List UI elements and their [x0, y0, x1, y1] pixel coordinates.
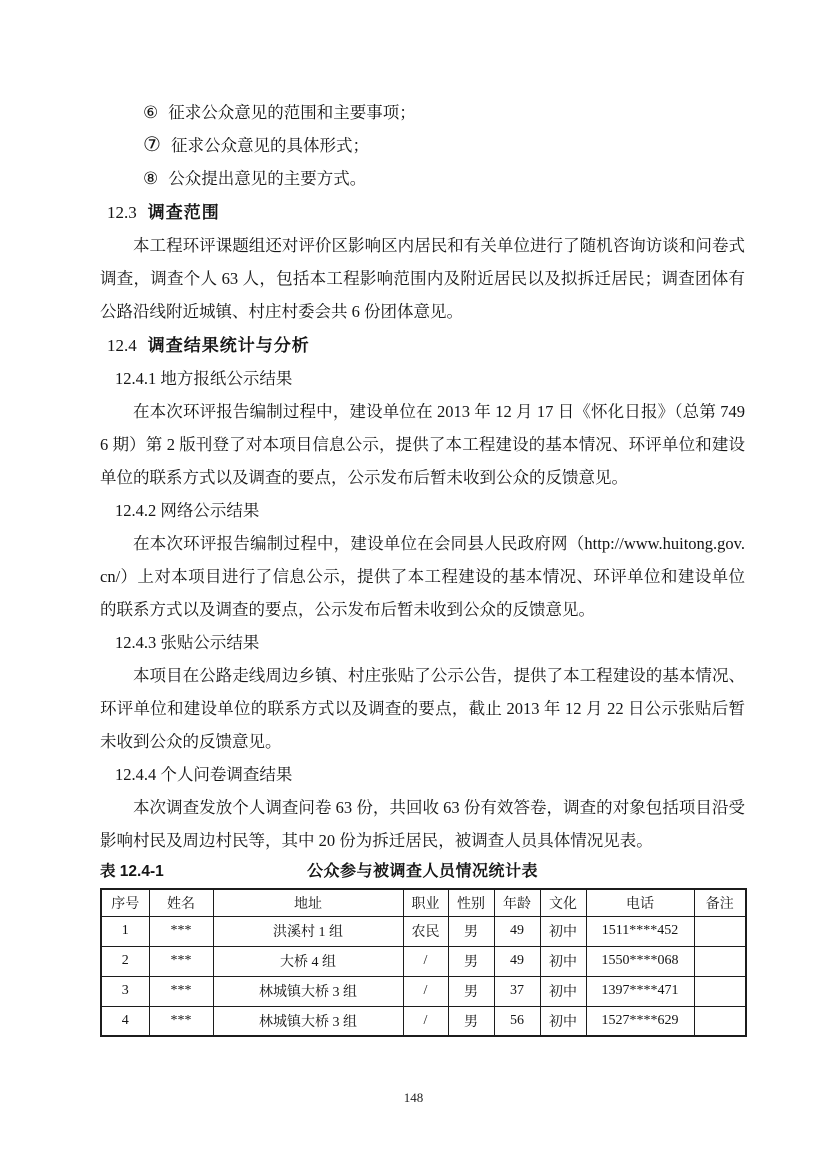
section-heading-12-4	[100, 329, 745, 362]
table-row	[101, 976, 746, 1006]
cell-index: 3	[101, 976, 149, 1006]
cell-occupation: /	[403, 1006, 448, 1036]
circled-8-marker: ⑧	[143, 169, 159, 188]
paragraph-12-4-1: 在本次环评报告编制过程中，建设单位在 2013 年 12 月 17 日《怀化日报》（总第 7496 期）第 2 版刊登了对本项目信息公示，提供了本工程建设的基本情况、环评单位和建设单位的联系方式以及调查的要点，公示发布后暂未收到公众的反馈意见。	[100, 402, 745, 487]
circled-number-list	[100, 96, 745, 195]
cell-index: 4	[101, 1006, 149, 1036]
cell-name: ***	[149, 916, 213, 946]
cell-phone: 1550****068	[586, 946, 694, 976]
cell-occupation: /	[403, 976, 448, 1006]
cell-address: 林城镇大桥 3 组	[213, 1006, 403, 1036]
cell-index: 2	[101, 946, 149, 976]
list-item-7	[100, 129, 745, 162]
cell-address: 洪溪村 1 组	[213, 916, 403, 946]
cell-age: 49	[494, 916, 540, 946]
cell-phone: 1527****629	[586, 1006, 694, 1036]
paragraph-12-4-3: 本项目在公路走线周边乡镇、村庄张贴了公示公告，提供了本工程建设的基本情况、环评单位和建设单位的联系方式以及调查的要点，截止 2013 年 12 月 22 日公示张贴后暂未收到公众的反馈意见。	[100, 666, 745, 751]
paragraph-12-3: 本工程环评课题组还对评价区影响区内居民和有关单位进行了随机咨询访谈和问卷式调查，调查个人 63 人，包括本工程影响范围内及附近居民以及拟拆迁居民；调查团体有公路沿线附近城镇、村庄村委会共 6 份团体意见。	[100, 236, 745, 321]
cell-age: 37	[494, 976, 540, 1006]
cell-address: 大桥 4 组	[213, 946, 403, 976]
table-caption	[100, 858, 745, 886]
subsection-heading-12-4-2: 12.4.2 网络公示结果	[115, 501, 260, 520]
subsection-heading-12-4-3: 12.4.3 张贴公示结果	[115, 633, 260, 652]
col-header-phone: 电话	[586, 889, 694, 916]
survey-respondents-table	[100, 888, 747, 1037]
col-header-gender: 性别	[448, 889, 494, 916]
cell-education: 初中	[540, 946, 586, 976]
circled-6-marker: ⑥	[143, 103, 159, 122]
cell-gender: 男	[448, 916, 494, 946]
cell-gender: 男	[448, 946, 494, 976]
cell-gender: 男	[448, 976, 494, 1006]
col-header-index: 序号	[101, 889, 149, 916]
list-item-8	[100, 162, 745, 195]
subsection-heading-12-4-1: 12.4.1 地方报纸公示结果	[115, 369, 293, 388]
cell-address: 林城镇大桥 3 组	[213, 976, 403, 1006]
cell-occupation: 农民	[403, 916, 448, 946]
cell-index: 1	[101, 916, 149, 946]
cell-name: ***	[149, 1006, 213, 1036]
col-header-education: 文化	[540, 889, 586, 916]
paragraph-12-4-4: 本次调查发放个人调查问卷 63 份，共回收 63 份有效答卷，调查的对象包括项目沿受影响村民及周边村民等，其中 20 份为拆迁居民，被调查人员具体情况见表。	[100, 798, 745, 850]
table-row	[101, 946, 746, 976]
cell-age: 49	[494, 946, 540, 976]
col-header-occupation: 职业	[403, 889, 448, 916]
col-header-remark: 备注	[694, 889, 746, 916]
table-caption-title: 公众参与被调查人员情况统计表	[306, 863, 538, 880]
col-header-age: 年龄	[494, 889, 540, 916]
cell-phone: 1397****471	[586, 976, 694, 1006]
cell-remark	[694, 946, 746, 976]
page-content	[100, 96, 745, 1037]
col-header-name: 姓名	[149, 889, 213, 916]
section-number: 12.3	[107, 203, 137, 222]
paragraph-12-4-2: 在本次环评报告编制过程中，建设单位在会同县人民政府网（http://www.huitong.gov.cn/）上对本项目进行了信息公示，提供了本工程建设的基本情况、环评单位和建设单位的联系方式以及调查的要点，公示发布后暂未收到公众的反馈意见。	[100, 534, 745, 619]
list-item-text: 公众提出意见的主要方式。	[168, 169, 367, 188]
list-item-text: 征求公众意见的范围和主要事项；	[168, 103, 416, 122]
section-heading-12-3	[100, 196, 745, 229]
cell-occupation: /	[403, 946, 448, 976]
table-row	[101, 1006, 746, 1036]
page-number: 148	[403, 1090, 424, 1105]
col-header-address: 地址	[213, 889, 403, 916]
circled-7-marker: ⑦	[143, 134, 161, 156]
cell-phone: 1511****452	[586, 916, 694, 946]
cell-age: 56	[494, 1006, 540, 1036]
section-number: 12.4	[107, 336, 137, 355]
cell-name: ***	[149, 946, 213, 976]
table-caption-label: 表 12.4-1	[100, 863, 164, 880]
section-title: 调查范围	[147, 203, 220, 222]
list-item-6	[100, 96, 745, 129]
cell-remark	[694, 916, 746, 946]
cell-name: ***	[149, 976, 213, 1006]
cell-gender: 男	[448, 1006, 494, 1036]
subsection-heading-12-4-4: 12.4.4 个人问卷调查结果	[115, 765, 293, 784]
cell-remark	[694, 976, 746, 1006]
cell-education: 初中	[540, 1006, 586, 1036]
cell-remark	[694, 1006, 746, 1036]
list-item-text: 征求公众意见的具体形式；	[170, 136, 369, 155]
cell-education: 初中	[540, 976, 586, 1006]
section-title: 调查结果统计与分析	[147, 336, 310, 355]
table-row	[101, 916, 746, 946]
cell-education: 初中	[540, 916, 586, 946]
table-header-row	[101, 889, 746, 916]
